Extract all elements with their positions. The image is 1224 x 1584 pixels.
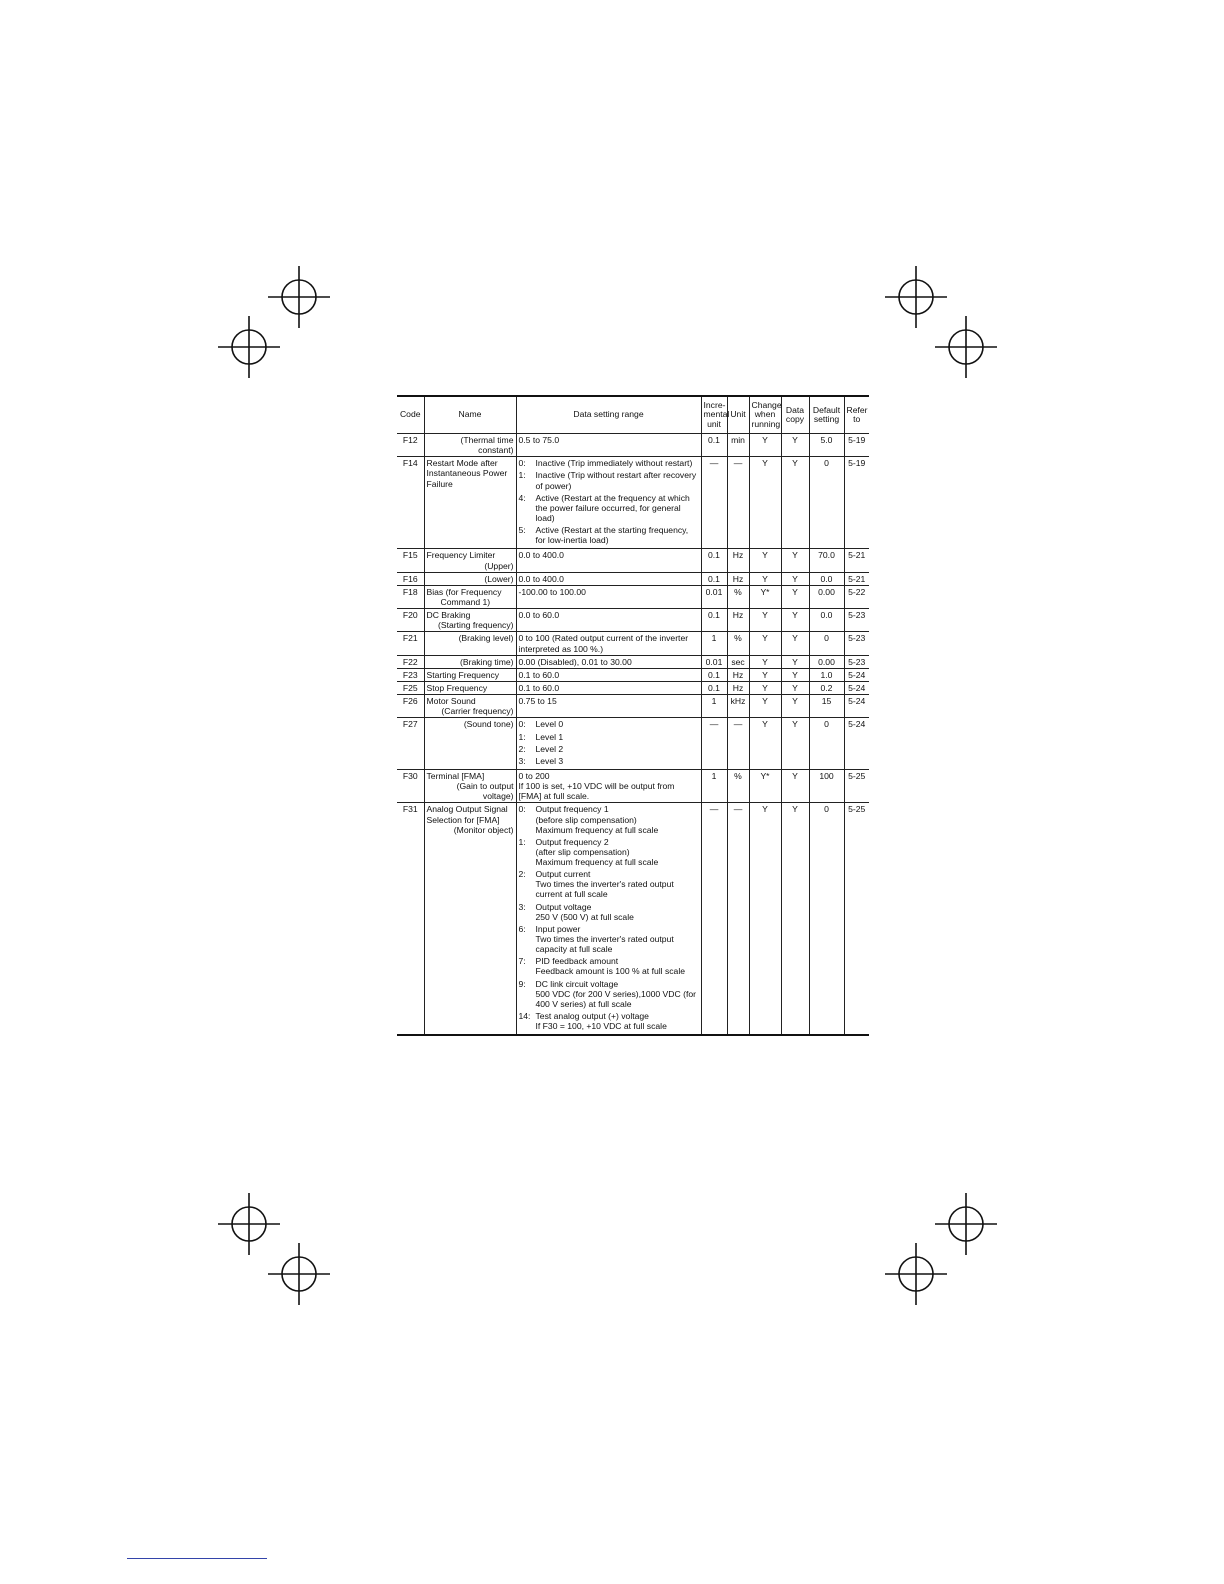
cell-code: F15 bbox=[397, 549, 424, 572]
cell-refer: 5-19 bbox=[844, 457, 869, 549]
header-default-setting: Default setting bbox=[809, 396, 844, 434]
cell-copy: Y bbox=[781, 769, 809, 802]
cell-code: F12 bbox=[397, 434, 424, 457]
option-item: 6: Input power Two times the inverter's rated output capacity at full scale bbox=[518, 923, 674, 955]
header-code: Code bbox=[397, 396, 424, 434]
option-item: 5: Active (Restart at the starting frequency, for low-inertia load) bbox=[518, 525, 689, 546]
cell-change: Y bbox=[749, 609, 781, 632]
cell-refer: 5-22 bbox=[844, 585, 869, 608]
footer-rule bbox=[127, 1558, 267, 1559]
cell-copy: Y bbox=[781, 718, 809, 770]
table-row bbox=[397, 572, 869, 585]
cell-name: Starting Frequency bbox=[424, 668, 516, 681]
header-name: Name bbox=[424, 396, 516, 434]
cell-default: 0 bbox=[809, 632, 844, 655]
header-change-when-running: Change when running bbox=[749, 396, 781, 434]
cell-incr: 0.1 bbox=[701, 434, 727, 457]
cell-copy: Y bbox=[781, 655, 809, 668]
cell-default: 70.0 bbox=[809, 549, 844, 572]
cell-change: Y bbox=[749, 457, 781, 549]
cell-default: 0 bbox=[809, 718, 844, 770]
cell-default: 0.00 bbox=[809, 655, 844, 668]
cell-code: F25 bbox=[397, 681, 424, 694]
cell-range bbox=[516, 457, 701, 549]
table-row bbox=[397, 668, 869, 681]
registration-mark-bottom-right-outer bbox=[885, 1243, 947, 1305]
cell-default: 5.0 bbox=[809, 434, 844, 457]
table-row bbox=[397, 681, 869, 694]
cell-default: 100 bbox=[809, 769, 844, 802]
header-unit: Unit bbox=[727, 396, 749, 434]
cell-code: F16 bbox=[397, 572, 424, 585]
cell-range: 0.0 to 400.0 bbox=[516, 572, 701, 585]
cell-refer: 5-25 bbox=[844, 769, 869, 802]
option-item: 1: Output frequency 2 (after slip compensation) Maximum frequency at full scale bbox=[518, 836, 659, 868]
cell-copy: Y bbox=[781, 585, 809, 608]
cell-range: 0.1 to 60.0 bbox=[516, 668, 701, 681]
cell-change: Y bbox=[749, 695, 781, 718]
cell-refer: 5-24 bbox=[844, 681, 869, 694]
cell-range: 0.1 to 60.0 bbox=[516, 681, 701, 694]
cell-change: Y bbox=[749, 803, 781, 1035]
cell-change: Y bbox=[749, 572, 781, 585]
cell-incr: 0.1 bbox=[701, 549, 727, 572]
cell-copy: Y bbox=[781, 572, 809, 585]
cell-name: DC Braking (Starting frequency) bbox=[424, 609, 516, 632]
cell-unit: sec bbox=[727, 655, 749, 668]
cell-unit: — bbox=[727, 803, 749, 1035]
cell-default: 0 bbox=[809, 803, 844, 1035]
cell-range bbox=[516, 718, 701, 770]
cell-default: 0.0 bbox=[809, 609, 844, 632]
table-row bbox=[397, 434, 869, 457]
cell-name: Motor Sound (Carrier frequency) bbox=[424, 695, 516, 718]
cell-unit: kHz bbox=[727, 695, 749, 718]
table-row bbox=[397, 803, 869, 1035]
cell-refer: 5-19 bbox=[844, 434, 869, 457]
cell-name: Bias (for Frequency Command 1) bbox=[424, 585, 516, 608]
option-item: 3: Level 3 bbox=[518, 755, 564, 766]
cell-incr: 0.01 bbox=[701, 585, 727, 608]
cell-incr: 1 bbox=[701, 632, 727, 655]
cell-code: F26 bbox=[397, 695, 424, 718]
cell-refer: 5-23 bbox=[844, 609, 869, 632]
cell-name: (Lower) bbox=[424, 572, 516, 585]
cell-unit: — bbox=[727, 718, 749, 770]
cell-name: (Braking level) bbox=[424, 632, 516, 655]
table-row bbox=[397, 695, 869, 718]
cell-refer: 5-21 bbox=[844, 549, 869, 572]
cell-code: F14 bbox=[397, 457, 424, 549]
cell-change: Y* bbox=[749, 769, 781, 802]
table-row bbox=[397, 585, 869, 608]
cell-code: F21 bbox=[397, 632, 424, 655]
cell-default: 0.2 bbox=[809, 681, 844, 694]
cell-range bbox=[516, 803, 701, 1035]
cell-range: 0.0 to 400.0 bbox=[516, 549, 701, 572]
cell-refer: 5-21 bbox=[844, 572, 869, 585]
cell-refer: 5-24 bbox=[844, 718, 869, 770]
cell-incr: — bbox=[701, 457, 727, 549]
table-row bbox=[397, 609, 869, 632]
cell-unit: % bbox=[727, 769, 749, 802]
cell-change: Y bbox=[749, 668, 781, 681]
cell-range: 0 to 200 If 100 is set, +10 VDC will be output from [FMA] at full scale. bbox=[516, 769, 701, 802]
cell-range: 0.5 to 75.0 bbox=[516, 434, 701, 457]
table-header-row bbox=[397, 396, 869, 434]
cell-change: Y* bbox=[749, 585, 781, 608]
cell-name: (Braking time) bbox=[424, 655, 516, 668]
option-item: 2: Output current Two times the inverter's rated output current at full scale bbox=[518, 869, 674, 900]
cell-change: Y bbox=[749, 632, 781, 655]
option-item: 3: Output voltage 250 V (500 V) at full scale bbox=[518, 901, 634, 922]
cell-incr: 0.1 bbox=[701, 681, 727, 694]
cell-incr: 0.1 bbox=[701, 609, 727, 632]
cell-default: 0.00 bbox=[809, 585, 844, 608]
cell-refer: 5-24 bbox=[844, 695, 869, 718]
cell-name: Restart Mode after Instantaneous Power Failure bbox=[424, 457, 516, 549]
cell-refer: 5-24 bbox=[844, 668, 869, 681]
cell-default: 0.0 bbox=[809, 572, 844, 585]
cell-name: (Thermal time constant) bbox=[424, 434, 516, 457]
parameter-table bbox=[397, 395, 869, 1036]
cell-copy: Y bbox=[781, 668, 809, 681]
table-row bbox=[397, 655, 869, 668]
option-item: 1: Inactive (Trip without restart after recovery of power) bbox=[518, 470, 697, 491]
cell-copy: Y bbox=[781, 457, 809, 549]
cell-code: F30 bbox=[397, 769, 424, 802]
cell-unit: Hz bbox=[727, 681, 749, 694]
cell-unit: Hz bbox=[727, 609, 749, 632]
cell-change: Y bbox=[749, 681, 781, 694]
cell-unit: — bbox=[727, 457, 749, 549]
cell-copy: Y bbox=[781, 549, 809, 572]
cell-change: Y bbox=[749, 434, 781, 457]
cell-name: Analog Output Signal Selection for [FMA] (Monitor object) bbox=[424, 803, 516, 1035]
cell-unit: % bbox=[727, 632, 749, 655]
cell-unit: % bbox=[727, 585, 749, 608]
cell-name: (Sound tone) bbox=[424, 718, 516, 770]
cell-copy: Y bbox=[781, 632, 809, 655]
cell-range: 0.00 (Disabled), 0.01 to 30.00 bbox=[516, 655, 701, 668]
option-item: 9: DC link circuit voltage 500 VDC (for 200 V series),1000 VDC (for 400 V series) at full scale bbox=[518, 978, 696, 1009]
cell-incr: 0.1 bbox=[701, 572, 727, 585]
cell-unit: Hz bbox=[727, 668, 749, 681]
cell-incr: 0.01 bbox=[701, 655, 727, 668]
cell-code: F18 bbox=[397, 585, 424, 608]
cell-range: 0 to 100 (Rated output current of the inverter interpreted as 100 %.) bbox=[516, 632, 701, 655]
cell-copy: Y bbox=[781, 609, 809, 632]
header-data-copy: Data copy bbox=[781, 396, 809, 434]
cell-copy: Y bbox=[781, 434, 809, 457]
cell-incr: — bbox=[701, 718, 727, 770]
cell-default: 1.0 bbox=[809, 668, 844, 681]
cell-change: Y bbox=[749, 718, 781, 770]
cell-code: F22 bbox=[397, 655, 424, 668]
cell-code: F23 bbox=[397, 668, 424, 681]
cell-incr: — bbox=[701, 803, 727, 1035]
header-data-setting-range: Data setting range bbox=[516, 396, 701, 434]
header-incremental-unit: Incre- mental unit bbox=[701, 396, 727, 434]
registration-mark-top-right-inner bbox=[935, 316, 997, 378]
cell-name: Frequency Limiter (Upper) bbox=[424, 549, 516, 572]
cell-incr: 1 bbox=[701, 769, 727, 802]
cell-copy: Y bbox=[781, 681, 809, 694]
cell-code: F27 bbox=[397, 718, 424, 770]
cell-range: 0.75 to 15 bbox=[516, 695, 701, 718]
cell-name: Terminal [FMA] (Gain to output voltage) bbox=[424, 769, 516, 802]
cell-code: F20 bbox=[397, 609, 424, 632]
cell-range: 0.0 to 60.0 bbox=[516, 609, 701, 632]
cell-copy: Y bbox=[781, 695, 809, 718]
cell-range: -100.00 to 100.00 bbox=[516, 585, 701, 608]
option-item: 14: Test analog output (+) voltage If F30 = 100, +10 VDC at full scale bbox=[518, 1011, 667, 1032]
cell-incr: 0.1 bbox=[701, 668, 727, 681]
cell-default: 15 bbox=[809, 695, 844, 718]
table-row bbox=[397, 718, 869, 770]
cell-unit: Hz bbox=[727, 549, 749, 572]
option-item: 7: PID feedback amount Feedback amount is 100 % at full scale bbox=[518, 956, 686, 977]
table-row bbox=[397, 632, 869, 655]
option-item: 1: Level 1 bbox=[518, 731, 564, 742]
option-item: 4: Active (Restart at the frequency at which the power failure occurred, for general load) bbox=[518, 492, 690, 523]
table-row bbox=[397, 549, 869, 572]
cell-refer: 5-25 bbox=[844, 803, 869, 1035]
table-row bbox=[397, 457, 869, 549]
cell-incr: 1 bbox=[701, 695, 727, 718]
cell-unit: Hz bbox=[727, 572, 749, 585]
option-item: 0: Level 0 bbox=[518, 719, 564, 730]
cell-copy: Y bbox=[781, 803, 809, 1035]
cell-default: 0 bbox=[809, 457, 844, 549]
cell-name: Stop Frequency bbox=[424, 681, 516, 694]
table-row bbox=[397, 769, 869, 802]
option-item: 0: Inactive (Trip immediately without restart) bbox=[518, 458, 693, 469]
cell-refer: 5-23 bbox=[844, 632, 869, 655]
cell-unit: min bbox=[727, 434, 749, 457]
cell-change: Y bbox=[749, 549, 781, 572]
cell-change: Y bbox=[749, 655, 781, 668]
cell-refer: 5-23 bbox=[844, 655, 869, 668]
registration-mark-bottom-left-outer bbox=[268, 1243, 330, 1305]
cell-code: F31 bbox=[397, 803, 424, 1035]
header-refer-to: Refer to bbox=[844, 396, 869, 434]
option-item: 2: Level 2 bbox=[518, 743, 564, 754]
registration-mark-top-left-inner bbox=[218, 316, 280, 378]
option-item: 0: Output frequency 1 (before slip compensation) Maximum frequency at full scale bbox=[518, 804, 659, 835]
